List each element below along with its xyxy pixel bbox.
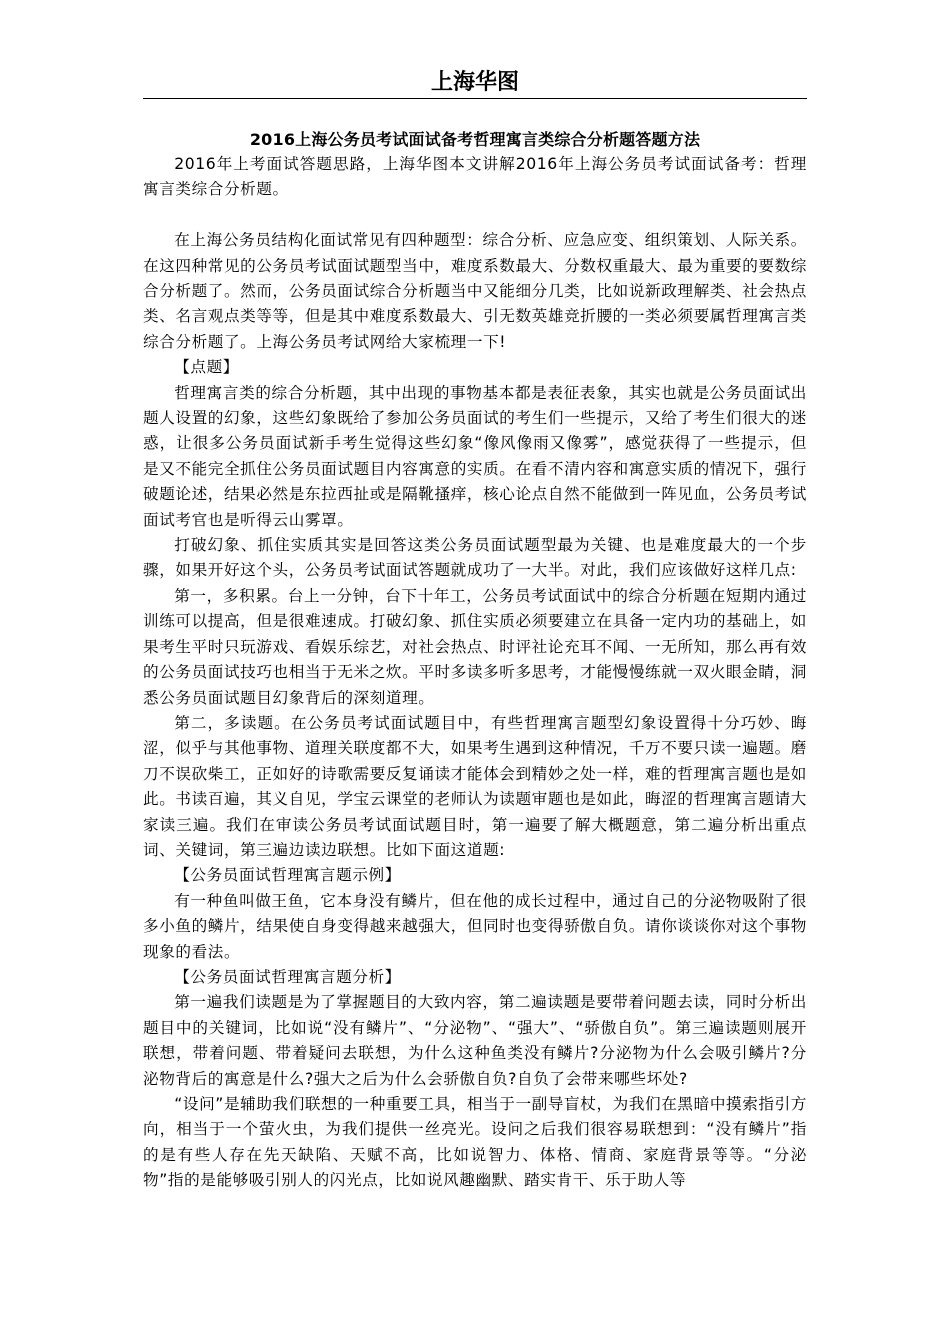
paragraph-intro: 2016年上考面试答题思路，上海华图本文讲解2016年上海公务员考试面试备考：哲理寓言类综合分析题。: [143, 155, 807, 199]
paragraph-analysis: 第一遍我们读题是为了掌握题目的大致内容，第二遍读题是要带着问题去读，同时分析出题目中的关键词，比如说“没有鳞片”、“分泌物”、“强大”、“骄傲自负”。第三遍读题则展开联想，带着问题、带着疑问去联想，为什么这种鱼类没有鳞片?分泌物为什么会吸引鳞片?分泌物背后的寓意是什么?强大之后为什么会骄傲自负?自负了会带来哪些坏处?: [143, 993, 807, 1088]
section-heading-analysis: 【公务员面试哲理寓言题分析】: [174, 967, 401, 986]
paragraph-point-two: 第二，多读题。在公务员考试面试题目中，有些哲理寓言题型幻象设置得十分巧妙、晦涩，似乎与其他事物、道理关联度都不大，如果考生遇到这种情况，千万不要只读一遍题。磨刀不误砍柴工，正如好的诗歌需要反复诵读才能体会到精妙之处一样，难的哲理寓言题也是如此。书读百遍，其义自见，学宝云课堂的老师认为读题审题也是如此，晦涩的哲理寓言题请大家读三遍。我们在审读公务员考试面试题目时，第一遍要了解大概题意，第二遍分析出重点词、关键词，第三遍边读边联想。比如下面这道题:: [143, 713, 807, 859]
section-heading-dianti: 【点题】: [174, 358, 239, 377]
paragraph-break-illusion: 打破幻象、抓住实质其实是回答这类公务员面试题型最为关键、也是难度最大的一个步骤，如果开好这个头，公务员考试面试答题就成功了一大半。对此，我们应该做好这样几点:: [143, 536, 807, 580]
paragraph-illusion: 哲理寓言类的综合分析题，其中出现的事物基本都是表征表象，其实也就是公务员面试出题人设置的幻象，这些幻象既给了参加公务员面试的考生们一些提示，又给了考生们很大的迷惑，让很多公务员面试新手考生觉得这些幻象“像风像雨又像雾”，感觉获得了一些提示，但是又不能完全抓住公务员面试题目内容寓意的实质。在看不清内容和寓意实质的情况下，强行破题论述，结果必然是东拉西扯或是隔靴搔痒，核心论点自然不能做到一阵见血，公务员考试面试考官也是听得云山雾罩。: [143, 383, 807, 529]
page-header-title: 上海华图: [430, 70, 519, 95]
document-title: 2016上海公务员考试面试备考哲理寓言类综合分析题答题方法: [249, 130, 701, 149]
document-body: [143, 128, 807, 1194]
paragraph-example-question: 有一种鱼叫做王鱼，它本身没有鳞片，但在他的成长过程中，通过自己的分泌物吸附了很多小鱼的鳞片，结果使自身变得越来越强大，但同时也变得骄傲自负。请你谈谈你对这个事物现象的看法。: [143, 891, 807, 961]
section-heading-example: 【公务员面试哲理寓言题示例】: [174, 866, 401, 885]
paragraph-overview: 在上海公务员结构化面试常见有四种题型：综合分析、应急应变、组织策划、人际关系。在这四种常见的公务员考试面试题型当中，难度系数最大、分数权重最大、最为重要的要数综合分析题了。然而，公务员面试综合分析题当中又能细分几类，比如说新政理解类、社会热点类、名言观点类等等，但是其中难度系数最大、引无数英雄竞折腰的一类必须要属哲理寓言类综合分析题了。上海公务员考试网给大家梳理一下!: [143, 231, 807, 351]
paragraph-questioning: “设问”是辅助我们联想的一种重要工具，相当于一副导盲杖，为我们在黑暗中摸索指引方向，相当于一个萤火虫，为我们提供一丝亮光。设问之后我们很容易联想到：“没有鳞片”指的是有些人存在先天缺陷、天赋不高，比如说智力、体格、情商、家庭背景等等。“分泌物”指的是能够吸引别人的闪光点，比如说风趣幽默、踏实肯干、乐于助人等: [143, 1095, 807, 1190]
header-divider: [143, 98, 807, 99]
paragraph-point-one: 第一，多积累。台上一分钟，台下十年工，公务员考试面试中的综合分析题在短期内通过训练可以提高，但是很难速成。打破幻象、抓住实质必须要建立在具备一定内功的基础上，如果考生平时只玩游戏、看娱乐综艺，对社会热点、时评社论充耳不闻、一无所知，那么再有效的公务员面试技巧也相当于无米之炊。平时多读多听多思考，才能慢慢练就一双火眼金睛，洞悉公务员面试题目幻象背后的深刻道理。: [143, 586, 807, 707]
